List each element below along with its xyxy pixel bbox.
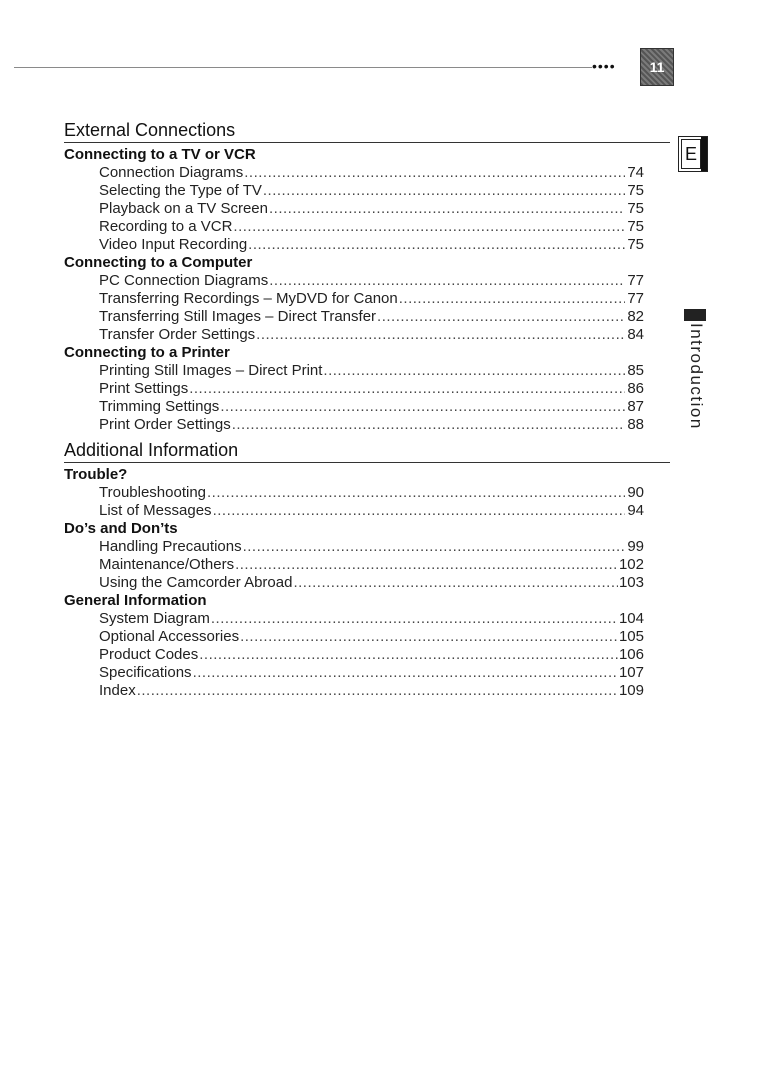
header-rule [14, 67, 592, 68]
entry-page-number: 74 [627, 164, 644, 181]
entry-label: Connection Diagrams [99, 164, 244, 181]
toc-entry[interactable] [64, 182, 644, 200]
dot-leader [189, 380, 625, 398]
entry-label: Product Codes [99, 646, 199, 663]
table-of-contents [64, 118, 644, 700]
entry-page-number: 109 [618, 682, 644, 699]
toc-entry[interactable] [64, 484, 644, 502]
dot-leader [240, 628, 618, 646]
entry-label: Index [99, 682, 136, 699]
header-dots: •••• [592, 58, 616, 74]
language-tab-bar [701, 137, 707, 171]
dot-leader [399, 290, 625, 308]
dot-leader [244, 164, 625, 182]
dot-leader [377, 308, 625, 326]
toc-entry[interactable] [64, 574, 644, 592]
toc-entry[interactable] [64, 326, 644, 344]
dot-leader [256, 326, 625, 344]
group-title: External Connections [64, 120, 236, 140]
toc-entry[interactable] [64, 556, 644, 574]
toc-entry[interactable] [64, 664, 644, 682]
entry-label: Maintenance/Others [99, 556, 235, 573]
group-divider [64, 142, 670, 143]
entry-page-number: 75 [627, 236, 644, 253]
section-marker [684, 309, 706, 321]
entry-label: Selecting the Type of TV [99, 182, 262, 199]
toc-group [64, 118, 644, 434]
toc-entry[interactable] [64, 362, 644, 380]
entry-page-number: 94 [627, 502, 644, 519]
group-divider [64, 462, 670, 463]
entry-page-number: 86 [627, 380, 644, 397]
dot-leader [211, 610, 618, 628]
entry-label: Video Input Recording [99, 236, 248, 253]
entry-label: Handling Precautions [99, 538, 242, 555]
entry-page-number: 77 [627, 272, 644, 289]
toc-entry[interactable] [64, 682, 644, 700]
entry-label: Trimming Settings [99, 398, 220, 415]
entry-page-number: 85 [627, 362, 644, 379]
section-label: Introduction [687, 323, 706, 430]
toc-entry[interactable] [64, 502, 644, 520]
entry-page-number: 107 [618, 664, 644, 681]
dot-leader [137, 682, 618, 700]
dot-leader [220, 398, 625, 416]
entry-label: Troubleshooting [99, 484, 207, 501]
entry-page-number: 106 [618, 646, 644, 663]
dot-leader [199, 646, 618, 664]
group-title: Additional Information [64, 440, 239, 460]
toc-entry[interactable] [64, 164, 644, 182]
toc-entry[interactable] [64, 308, 644, 326]
entry-label: System Diagram [99, 610, 210, 627]
dot-leader [235, 556, 618, 574]
entry-label: PC Connection Diagrams [99, 272, 269, 289]
entry-page-number: 75 [627, 182, 644, 199]
subsection-title: Do’s and Don’ts [64, 520, 178, 537]
entry-page-number: 84 [627, 326, 644, 343]
entry-label: Playback on a TV Screen [99, 200, 268, 217]
toc-entry[interactable] [64, 416, 644, 434]
entry-page-number: 77 [627, 290, 644, 307]
entry-label: Optional Accessories [99, 628, 240, 645]
entry-page-number: 104 [618, 610, 644, 627]
dot-leader [248, 236, 625, 254]
subsection-title: Trouble? [64, 466, 128, 483]
toc-entry[interactable] [64, 272, 644, 290]
entry-page-number: 102 [618, 556, 644, 573]
entry-page-number: 87 [627, 398, 644, 415]
dot-leader [243, 538, 625, 556]
language-letter: E [681, 139, 701, 169]
subsection-title: Connecting to a Printer [64, 344, 230, 361]
entry-page-number: 88 [627, 416, 644, 433]
toc-entry[interactable] [64, 236, 644, 254]
dot-leader [233, 218, 625, 236]
toc-entry[interactable] [64, 380, 644, 398]
entry-page-number: 99 [627, 538, 644, 555]
toc-entry[interactable] [64, 646, 644, 664]
entry-label: Printing Still Images – Direct Print [99, 362, 323, 379]
toc-entry[interactable] [64, 538, 644, 556]
dot-leader [232, 416, 625, 434]
subsection-title: Connecting to a Computer [64, 254, 253, 271]
subsection-title: General Information [64, 592, 207, 609]
entry-page-number: 75 [627, 218, 644, 235]
toc-entry[interactable] [64, 398, 644, 416]
subsection-title: Connecting to a TV or VCR [64, 146, 256, 163]
entry-label: Recording to a VCR [99, 218, 233, 235]
dot-leader [213, 502, 625, 520]
dot-leader [323, 362, 625, 380]
dot-leader [207, 484, 625, 502]
toc-entry[interactable] [64, 218, 644, 236]
toc-group [64, 438, 644, 700]
dot-leader [269, 200, 625, 218]
toc-entry[interactable] [64, 200, 644, 218]
dot-leader [293, 574, 618, 592]
entry-page-number: 103 [618, 574, 644, 591]
page-number: 11 [640, 48, 674, 86]
toc-entry[interactable] [64, 290, 644, 308]
entry-label: Specifications [99, 664, 192, 681]
dot-leader [269, 272, 625, 290]
entry-label: Using the Camcorder Abroad [99, 574, 293, 591]
dot-leader [263, 182, 625, 200]
toc-entry[interactable] [64, 610, 644, 628]
entry-page-number: 75 [627, 200, 644, 217]
entry-label: Transferring Recordings – MyDVD for Canon [99, 290, 398, 307]
entry-label: Print Settings [99, 380, 189, 397]
entry-label: List of Messages [99, 502, 212, 519]
entry-label: Print Order Settings [99, 416, 231, 433]
entry-page-number: 105 [618, 628, 644, 645]
entry-page-number: 90 [627, 484, 644, 501]
entry-page-number: 82 [627, 308, 644, 325]
entry-label: Transfer Order Settings [99, 326, 256, 343]
dot-leader [193, 664, 618, 682]
toc-entry[interactable] [64, 628, 644, 646]
language-tab [678, 136, 708, 172]
entry-label: Transferring Still Images – Direct Transfer [99, 308, 377, 325]
